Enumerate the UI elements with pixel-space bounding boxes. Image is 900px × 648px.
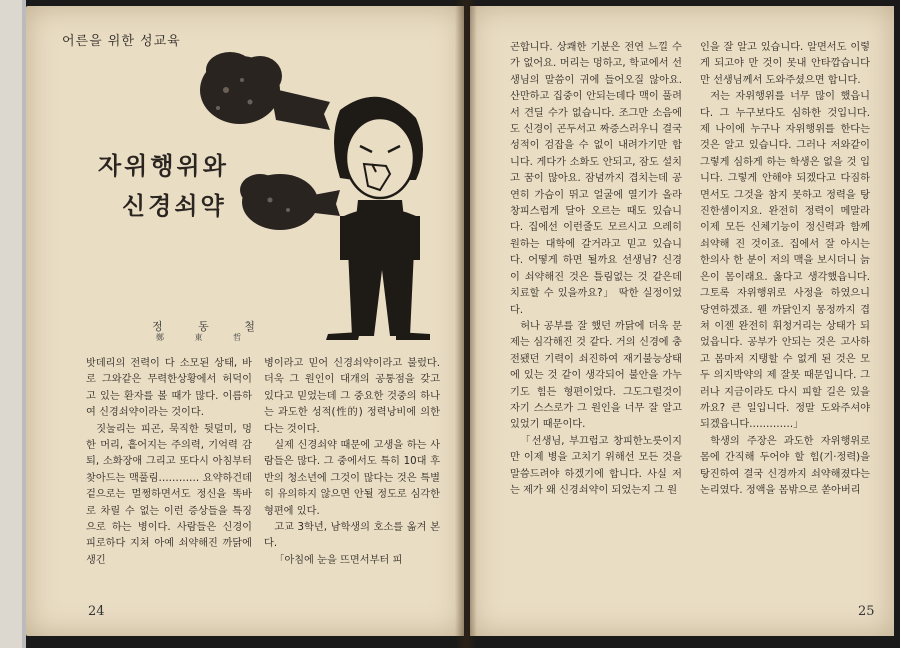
paragraph: 병이라고 믿어 신경쇠약이라고 불렀다. 더욱 그 원인이 대개의 공통점을 갖고 있다고 믿었는데 그 중요한 것중의 하나는 과도한 성적(性的) 정력낭비에 의한다는 것이다. <box>264 358 440 435</box>
paragraph: 「선생님, 부끄럽고 창피한노릇이지만 이제 병을 고치기 위해선 모든 것을 말씀드려야 하겠기에 합니다. 사실 저는 제가 왜 신경쇠약이 되었는지 그 원 <box>510 435 682 496</box>
binding-edge <box>0 0 26 648</box>
boy-figure <box>326 97 430 340</box>
article-title-line2: 신경쇠약 <box>122 192 227 220</box>
author-hanja: 鄭 東 哲 <box>156 333 256 342</box>
series-header: 어른을 위한 성교육 <box>62 34 181 49</box>
page-number-left: 24 <box>88 604 105 619</box>
smoke-cloud-bottom <box>240 174 340 230</box>
paragraph: 실제 신경쇠약 때문에 고생을 하는 사람들은 많다. 그 중에서도 특히 10대 후반의 청소년에 그것이 많다는 것은 특별히 유의하지 않으면 안될 정도로 심각한 형편에 있다. <box>264 440 440 517</box>
smoke-cloud-top <box>200 52 330 130</box>
paragraph: 학생의 주장은 과도한 자위행위로 몸에 간직해 두어야 할 힘(기·정력)을 탕진하여 결국 신경까지 쇠약해졌다는 논리였다. 정액을 몸밖으로 쏟아버리 <box>700 435 870 496</box>
paragraph: 「아침에 눈을 뜨면서부터 피 <box>274 554 403 566</box>
paragraph: 인을 잘 알고 있습니다. 알면서도 이렇게 되고야 만 것이 못내 안타깝습니다만 선생님께서 도와주셨으면 합니다. <box>700 42 870 86</box>
right-column-1 <box>510 40 682 499</box>
illustration <box>190 40 440 340</box>
page-number-right: 25 <box>858 604 875 619</box>
page-gutter <box>455 0 477 648</box>
paragraph: 허나 공부를 잘 했던 까닭에 더욱 문제는 심각해진 것 같다. 거의 신경에 충전됐던 기력이 쇠진하여 재기불능상태에 있는 것 같이 생각되어 불안을 가누기도 힘든 형편이었다. 그도그럴것이 자기 스스로가 그 원인을 너무 잘 알고 있었기 때문이다. <box>510 320 682 431</box>
paragraph: 짓눌리는 피곤, 묵직한 뒷덜미, 멍한 머리, 흩어지는 주의력, 기억력 감퇴, 소화장애 그리고 또다시 아침부터 찾아드는 맥풀림………… 요약하건데 겉으로는 멀쩡하면서도 정신을 똑바로 차릴 수 없는 이런 증상들을 특징으로 하는 병이다. 사람들은 신경이 피로하다 지쳐 아예 쇠약해진 까닭에 생긴 <box>86 423 252 566</box>
left-column-1 <box>86 356 252 569</box>
right-column-2 <box>700 40 870 499</box>
paragraph: 고교 3학년, 남학생의 호소를 옮겨 본다. <box>264 522 440 550</box>
left-column-2 <box>264 356 440 569</box>
paragraph: 저는 자위행위를 너무 많이 했읍니다. 그 누구보다도 심하한 것입니다. 제 나이에 누구나 자위행위를 한다는 것은 알고 있습니다. 그러나 저와같이 그렇게 심하게 하는 학생은 없을 것 입니다. 그렇게 안해야 되겠다고 다짐하면서도 그것을 참지 못하고 정력을 탕진한셈이지요. 완전히 정력이 메말라 이제 모든 신체기능이 정신력과 함께 쇠약해 진 것이죠. 집에서 잘 아시는 한의사 한 분이 저의 맥을 보시더니 늙은이 몸이래요. 옳다고 생각했읍니다. 그토록 자위행위로 사정을 하였으니 당연하겠죠. 웬 까닭인지 몽정까지 겹쳐 이젠 완전히 휘청거리는 상태가 되었읍니다. 공부가 안되는 것은 고사하고 몸마저 지탱할 수 없게 된 것은 모두 의지박약의 제 잘못 때문입니다. 그러나 지금이라도 다시 피할 길은 있을까요? 큰 일입니다. 정말 도와주셔야 되겠읍니다.…………」 <box>700 91 870 431</box>
author-name: 정 동 철 <box>152 320 271 333</box>
paragraph: 밧데리의 전력이 다 소모된 상태, 바로 그와같은 무력한상황에서 허덕이고 있는 환자를 볼 때가 많다. 이름하여 신경쇠약이라는 것이다. <box>86 358 252 419</box>
article-title-line1: 자위행위와 <box>98 152 229 180</box>
paragraph: 곤합니다. 상쾌한 기분은 전연 느낄 수가 없어요. 머리는 멍하고, 학교에서 선생님의 말씀이 귀에 들어오질 않아요. 산만하고 집중이 안되는데다 맥이 풀려서 견딜 수가 없습니다. 조그만 소음에도 신경이 곤두서고 짜증스러우니 결국 성적이 검잡을 수 없이 내려가기만 합니다. 게다가 소화도 안되고, 잠도 설치고 꿈이 많아요. 잠념까지 겹치는데 공연히 가슴이 뛰고 얼굴에 열기가 올라 창피스럽게 달아 오르는 때도 있습니다. 집에선 이런줄도 모르시고 으레히 원하는 대학에 갈거라고 믿고 있습니다. 어떻게 하면 될까요 선생님? 신경이 쇠약해진 것은 틀림없는 것 같은데 치료할 수 있을까요?」 딱한 실정이었다. <box>510 42 682 316</box>
